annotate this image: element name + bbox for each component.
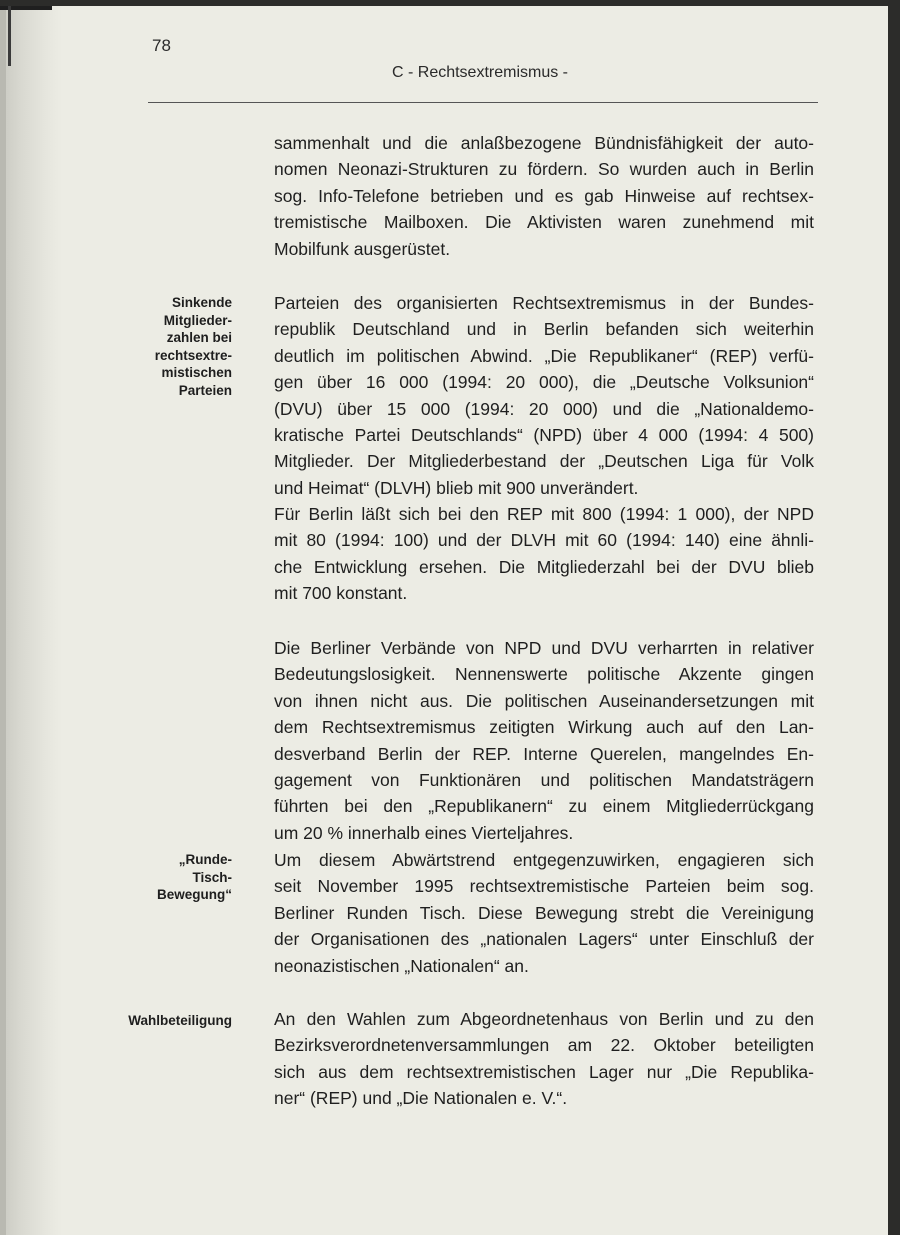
text-line: und Heimat“ (DLVH) blieb mit 900 unverändert. [274,477,639,498]
margin-note-line: Mitglieder- [163,312,232,328]
paragraph-3 [274,501,814,607]
scan-edge-mark [8,6,11,66]
text-line: deutlich im politischen Abwind. „Die Republikaner“ (REP) verfü- [274,345,814,366]
paragraph-2 [274,290,814,501]
text-line: neonazistischen „Nationalen“ an. [274,955,529,976]
text-line: um 20 % innerhalb eines Vierteljahres. [274,822,574,843]
margin-note-line: Tisch- [192,869,232,885]
text-line: Bezirksverordnetenversammlungen am 22. Oktober beteiligten [274,1035,814,1056]
text-line: ner“ (REP) und „Die Nationalen e. V.“. [274,1088,568,1109]
paragraph-6 [274,1006,814,1112]
margin-note-wahlbeteiligung [90,1012,232,1030]
margin-note-line: Bewegung“ [156,887,232,902]
text-line: mit 80 (1994: 100) und der DLVH mit 60 (1994: 140) eine ähnli- [274,530,814,551]
text-line: Mobilfunk ausgerüstet. [274,238,451,259]
text-line: desverband Berlin der REP. Interne Querelen, mangelndes En- [274,743,814,764]
text-line: kratische Partei Deutschlands“ (NPD) über 4 000 (1994: 4 500) [274,425,814,446]
text-line: sog. Info-Telefone betrieben und es gab Hinweise auf rechtsex- [274,185,814,206]
text-line: Berliner Runden Tisch. Diese Bewegung strebt die Vereinigung [274,902,814,923]
text-line: Die Berliner Verbände von NPD und DVU verharrten in relativer [274,638,814,658]
text-line: mit 700 konstant. [274,583,408,604]
text-line: tremistische Mailboxen. Die Aktivisten waren zunehmend mit [274,212,814,233]
margin-note-line: rechtsextre- [154,347,232,363]
page-number: 78 [152,36,171,55]
margin-note-line: Sinkende [171,295,232,310]
text-line: dem Rechtsextremismus zeitigten Wirkung auch auf den Lan- [274,717,814,738]
text-line: (DVU) über 15 000 (1994: 20 000) und die „Nationaldemo- [274,398,814,419]
text-line: gagement von Funktionären und politischen Mandatsträgern [274,770,814,791]
paragraph-1 [274,130,814,262]
paragraph-4 [274,635,814,846]
margin-note-runde-tisch-bewegung [90,851,232,904]
text-line: von ihnen nicht aus. Die politischen Auseinandersetzungen mit [274,690,814,711]
text-line: gen über 16 000 (1994: 20 000), die „Deutsche Volksunion“ [274,372,814,393]
text-line: Um diesem Abwärtstrend entgegenzuwirken, engagieren sich [274,850,814,870]
text-line: Für Berlin läßt sich bei den REP mit 800 (1994: 1 000), der NPD [274,504,814,524]
margin-note-line: Parteien [178,382,232,398]
running-head: C - Rechtsextremismus - [391,64,569,81]
page-binding-shadow [0,6,62,1235]
text-line: An den Wahlen zum Abgeordnetenhaus von Berlin und zu den [274,1009,814,1029]
margin-note-line: mistischen [161,365,232,380]
text-line: republik Deutschland und in Berlin befanden sich weiterhin [274,319,814,340]
margin-note-line: zahlen bei [166,330,232,345]
text-line: nomen Neonazi-Strukturen zu fördern. So wurden auch in Berlin [274,159,814,180]
text-line: sich aus dem rechtsextremistischen Lager nur „Die Republika- [274,1061,814,1082]
margin-note-line: „Runde- [178,852,232,867]
paragraph-5 [274,847,814,979]
margin-note-sinkende-mitgliederzahlen [90,294,232,399]
margin-note-line: Wahlbeteiligung [128,1013,232,1028]
text-line: der Organisationen des „nationalen Lagers“ unter Einschluß der [274,929,814,950]
text-line: Parteien des organisierten Rechtsextremismus in der Bundes- [274,293,814,313]
text-line: che Entwicklung ersehen. Die Mitgliederzahl bei der DVU blieb [274,556,814,577]
book-page [0,6,888,1235]
header-rule [148,102,818,103]
text-line: führten bei den „Republikanern“ zu einem Mitgliederrückgang [274,796,814,817]
text-line: seit November 1995 rechtsextremistische Parteien beim sog. [274,876,814,897]
text-line: Mitglieder. Der Mitgliederbestand der „Deutschen Liga für Volk [274,451,814,472]
text-line: sammenhalt und die anlaßbezogene Bündnisfähigkeit der auto- [274,133,814,153]
text-line: Bedeutungslosigkeit. Nennenswerte politische Akzente gingen [274,664,814,685]
